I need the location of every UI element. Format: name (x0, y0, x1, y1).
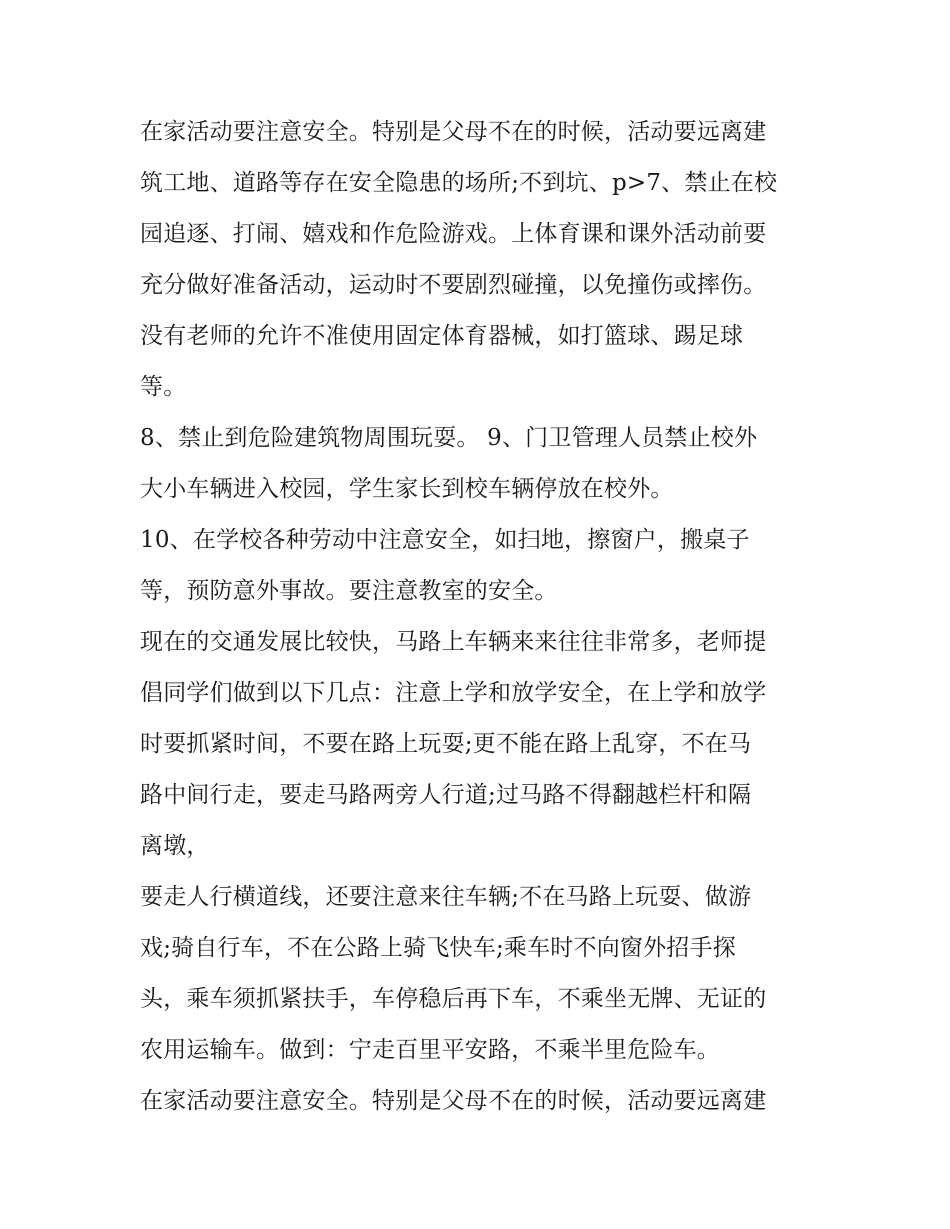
text-line: 等，预防意外事故。要注意教室的安全。 (140, 578, 558, 604)
text-line: 戏;骑自行车，不在公路上骑飞快车;乘车时不向窗外招手探 (140, 935, 736, 961)
text-line: 在家活动要注意安全。特别是父母不在的时候，活动要远离建 (140, 119, 767, 145)
text-line: 离墩， (140, 833, 210, 859)
text-line: 大小车辆进入校园，学生家长到校车辆停放在校外。 (140, 476, 674, 502)
text-line: 园追逐、打闹、嬉戏和作危险游戏。上体育课和课外活动前要 (140, 221, 767, 247)
text-line: 充分做好准备活动，运动时不要剧烈碰撞，以免撞伤或摔伤。 (140, 272, 767, 298)
text-line: 10、在学校各种劳动中注意安全，如扫地，擦窗户，搬桌子 (140, 527, 750, 553)
text-line: 没有老师的允许不准使用固定体育器械，如打篮球、踢足球 (140, 323, 744, 349)
text-line: 农用运输车。做到：宁走百里平安路，不乘半里危险车。 (140, 1037, 720, 1063)
text-line: 现在的交通发展比较快，马路上车辆来来往往非常多，老师提 (140, 629, 767, 655)
text-line: 时要抓紧时间，不要在路上玩耍;更不能在路上乱穿，不在马 (140, 731, 752, 757)
text-line: 在家活动要注意安全。特别是父母不在的时候，活动要远离建 (140, 1088, 767, 1114)
document-body (140, 107, 820, 1127)
text-line: 路中间行走，要走马路两旁人行道;过马路不得翻越栏杆和隔 (140, 782, 752, 808)
text-line: 头，乘车须抓紧扶手，车停稳后再下车，不乘坐无牌、无证的 (140, 986, 767, 1012)
text-line: 要走人行横道线，还要注意来往车辆;不在马路上玩耍、做游 (140, 884, 752, 910)
text-line: 筑工地、道路等存在安全隐患的场所;不到坑、p>7、禁止在校 (140, 170, 778, 196)
text-line: 8、禁止到危险建筑物周围玩耍。 9、门卫管理人员禁止校外 (140, 425, 758, 451)
text-line: 等。 (140, 374, 187, 400)
text-line: 倡同学们做到以下几点：注意上学和放学安全，在上学和放学 (140, 680, 767, 706)
